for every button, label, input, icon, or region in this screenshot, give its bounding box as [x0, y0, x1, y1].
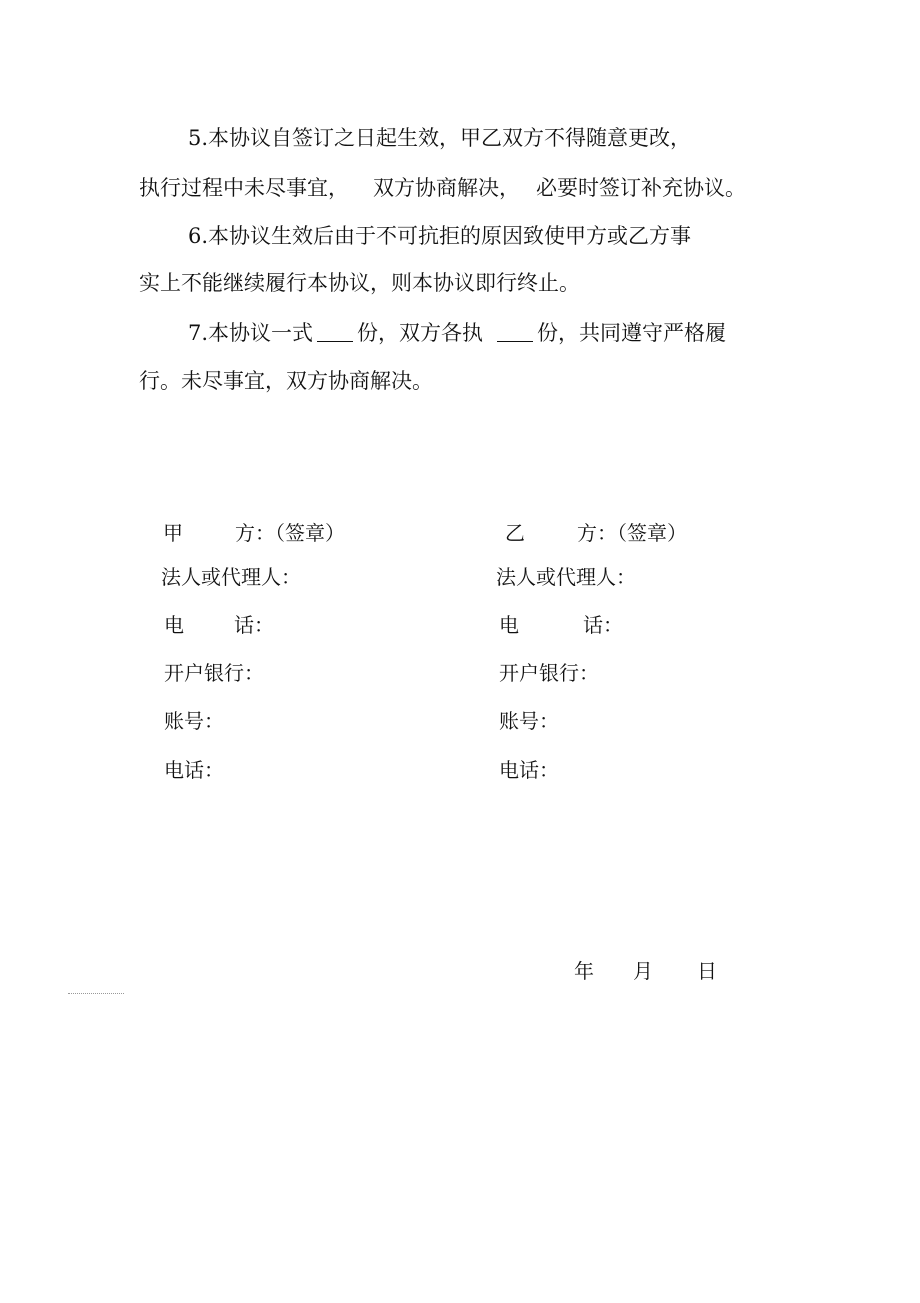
clause-5-line-2	[139, 174, 746, 202]
clause-7-part-c: 份，共同遵守严格履	[537, 321, 727, 345]
party-a-phone-label: 话：	[234, 613, 274, 637]
party-b-phone	[499, 611, 623, 639]
footer-mark	[68, 993, 124, 994]
clause-6-line-1: 6.本协议生效后由于不可抗拒的原因致使甲方或乙方事	[188, 224, 692, 248]
party-b-seal-label: 方：（签章）	[577, 521, 687, 545]
clause-5-part-a: 执行过程中未尽事宜，	[139, 176, 349, 200]
party-b-phone-label: 话：	[583, 613, 623, 637]
clause-5-line-1: 5.本协议自签订之日起生效，甲乙双方不得随意更改，	[188, 126, 692, 150]
copies-each-blank[interactable]	[497, 321, 533, 342]
party-a-name	[163, 519, 345, 547]
signing-date	[574, 957, 717, 985]
party-a-representative: 法人或代理人：	[161, 565, 301, 589]
party-a-account: 账号：	[164, 709, 224, 733]
copies-total-blank[interactable]	[317, 321, 353, 342]
clause-7-part-a: 7.本协议一式	[188, 321, 314, 345]
party-b-name	[505, 519, 687, 547]
party-a-phone	[164, 611, 274, 639]
party-a-seal-label: 方：（签章）	[235, 521, 345, 545]
date-day: 日	[697, 959, 717, 983]
party-b-telephone: 电话：	[499, 758, 559, 782]
clause-7-line-2: 行。未尽事宜，双方协商解决。	[139, 369, 433, 393]
clause-6-line-2: 实上不能继续履行本协议，则本协议即行终止。	[139, 271, 580, 295]
party-a-name-char: 甲	[163, 521, 183, 545]
clause-5-part-b: 双方协商解决，	[373, 176, 520, 200]
party-a-telephone: 电话：	[164, 758, 224, 782]
party-b-bank: 开户银行：	[499, 661, 599, 685]
date-month: 月	[633, 959, 653, 983]
party-b-representative: 法人或代理人：	[496, 565, 636, 589]
party-b-account: 账号：	[499, 709, 559, 733]
clause-7-line-1	[188, 319, 726, 347]
party-b-phone-char: 电	[499, 613, 519, 637]
party-a-bank: 开户银行：	[164, 661, 264, 685]
clause-7-part-b: 份，双方各执	[357, 321, 484, 345]
date-year: 年	[574, 959, 594, 983]
clause-5-part-c: 必要时签订补充协议。	[536, 176, 746, 200]
party-a-phone-char: 电	[164, 613, 184, 637]
party-b-name-char: 乙	[505, 521, 525, 545]
